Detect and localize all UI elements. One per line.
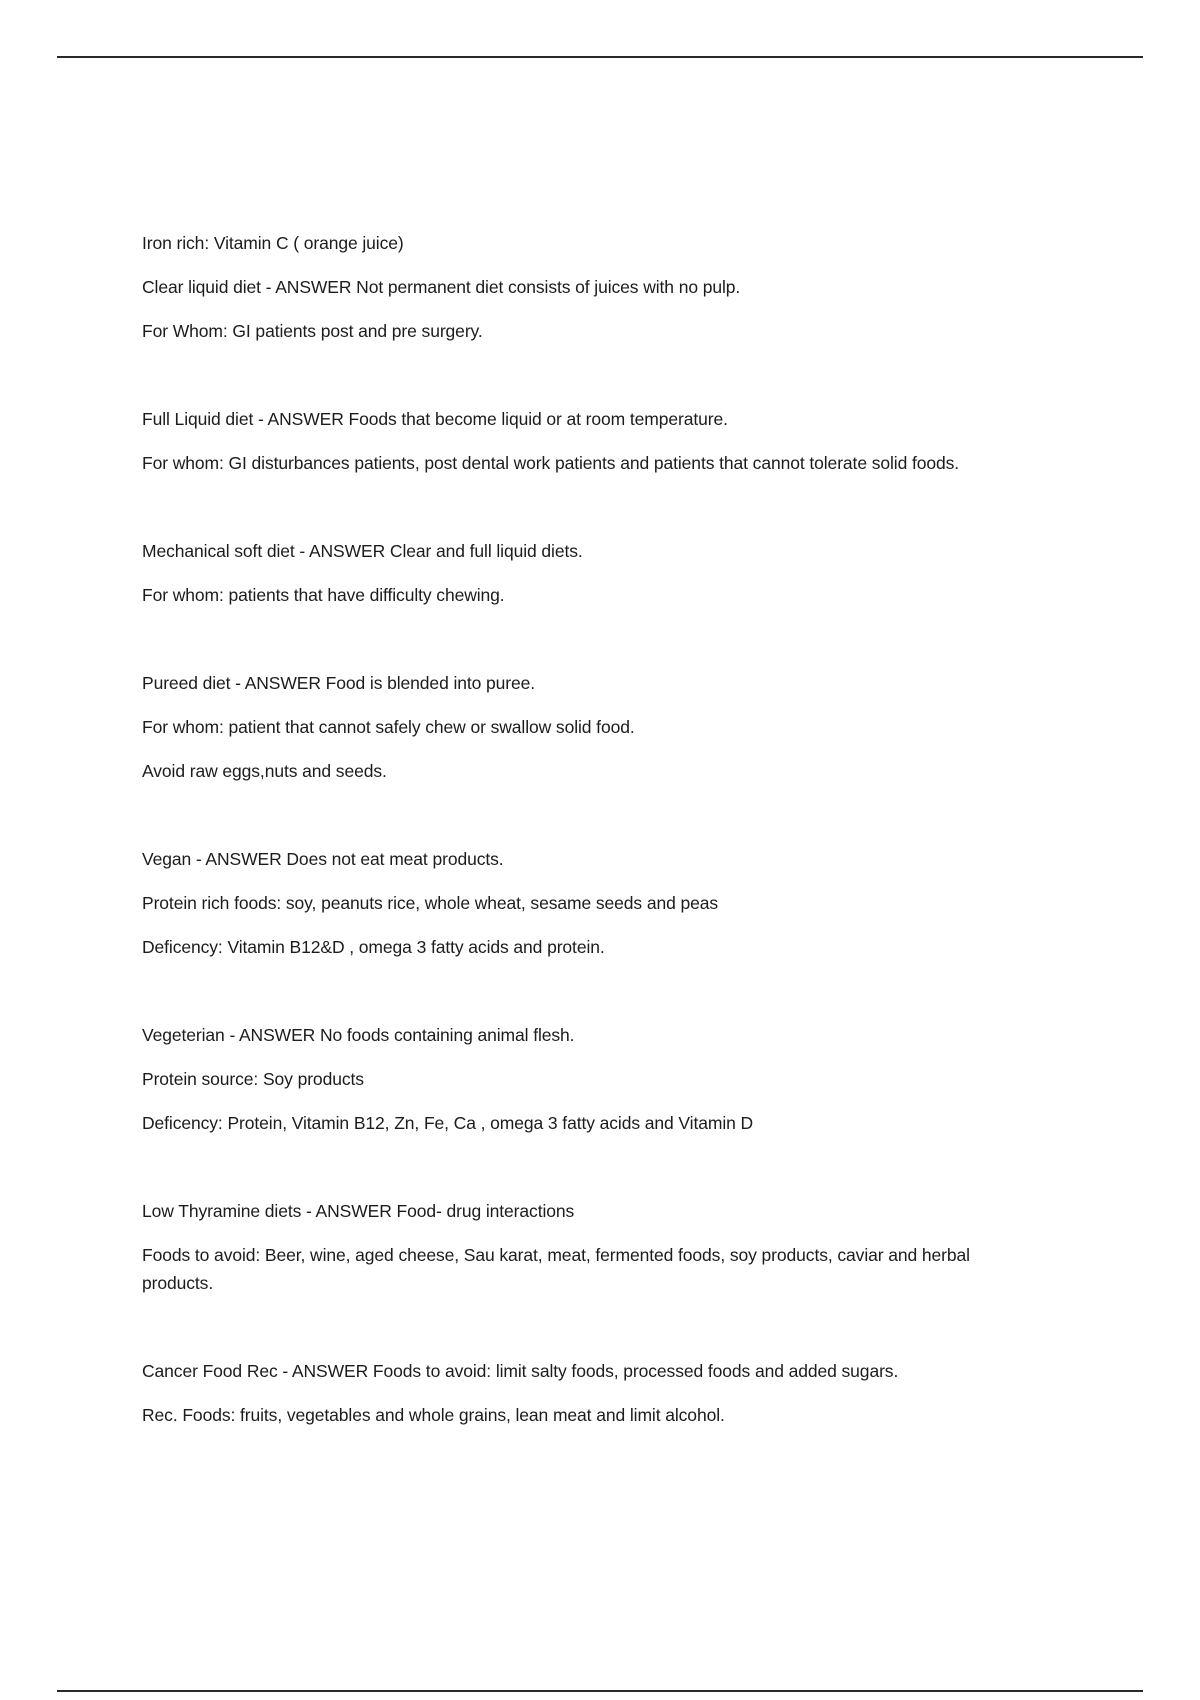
- text-line: Cancer Food Rec - ANSWER Foods to avoid: limit salty foods, processed foods and added sugars.: [142, 1361, 899, 1381]
- section-gap: [142, 1313, 1042, 1357]
- text-line: Clear liquid diet - ANSWER Not permanent diet consists of juices with no pulp.: [142, 277, 741, 297]
- section-gap: [142, 801, 1042, 845]
- text-line: For Whom: GI patients post and pre surgery.: [142, 321, 483, 341]
- text-line: Mechanical soft diet - ANSWER Clear and full liquid diets.: [142, 541, 583, 561]
- text-line: Avoid raw eggs,nuts and seeds.: [142, 761, 387, 781]
- footer-rule: [57, 1690, 1143, 1692]
- text-line: Deficency: Protein, Vitamin B12, Zn, Fe, Ca , omega 3 fatty acids and Vitamin D: [142, 1113, 754, 1133]
- section-gap: [142, 625, 1042, 669]
- header-rule: [57, 56, 1143, 58]
- text-line: Protein rich foods: soy, peanuts rice, whole wheat, sesame seeds and peas: [142, 893, 719, 913]
- section-gap: [142, 361, 1042, 405]
- text-line: Deficency: Vitamin B12&D , omega 3 fatty acids and protein.: [142, 937, 605, 957]
- section-gap: [142, 1153, 1042, 1197]
- text-line: Protein source: Soy products: [142, 1069, 364, 1089]
- section-gap: [142, 977, 1042, 1021]
- text-line: For whom: GI disturbances patients, post dental work patients and patients that cannot tolerate solid foods.: [142, 453, 960, 473]
- document-body: [142, 229, 1042, 1445]
- text-line: Full Liquid diet - ANSWER Foods that become liquid or at room temperature.: [142, 409, 728, 429]
- text-line: For whom: patients that have difficulty chewing.: [142, 585, 505, 605]
- text-line: Rec. Foods: fruits, vegetables and whole grains, lean meat and limit alcohol.: [142, 1405, 725, 1425]
- text-line: For whom: patient that cannot safely chew or swallow solid food.: [142, 717, 635, 737]
- section-gap: [142, 493, 1042, 537]
- text-line: Iron rich: Vitamin C ( orange juice): [142, 233, 404, 253]
- text-line: Pureed diet - ANSWER Food is blended into puree.: [142, 673, 536, 693]
- text-line: Low Thyramine diets - ANSWER Food- drug interactions: [142, 1201, 575, 1221]
- text-line: Vegeterian - ANSWER No foods containing animal flesh.: [142, 1025, 575, 1045]
- text-line: Foods to avoid: Beer, wine, aged cheese, Sau karat, meat, fermented foods, soy products, caviar and herbal products.: [142, 1245, 970, 1293]
- text-line: Vegan - ANSWER Does not eat meat products.: [142, 849, 504, 869]
